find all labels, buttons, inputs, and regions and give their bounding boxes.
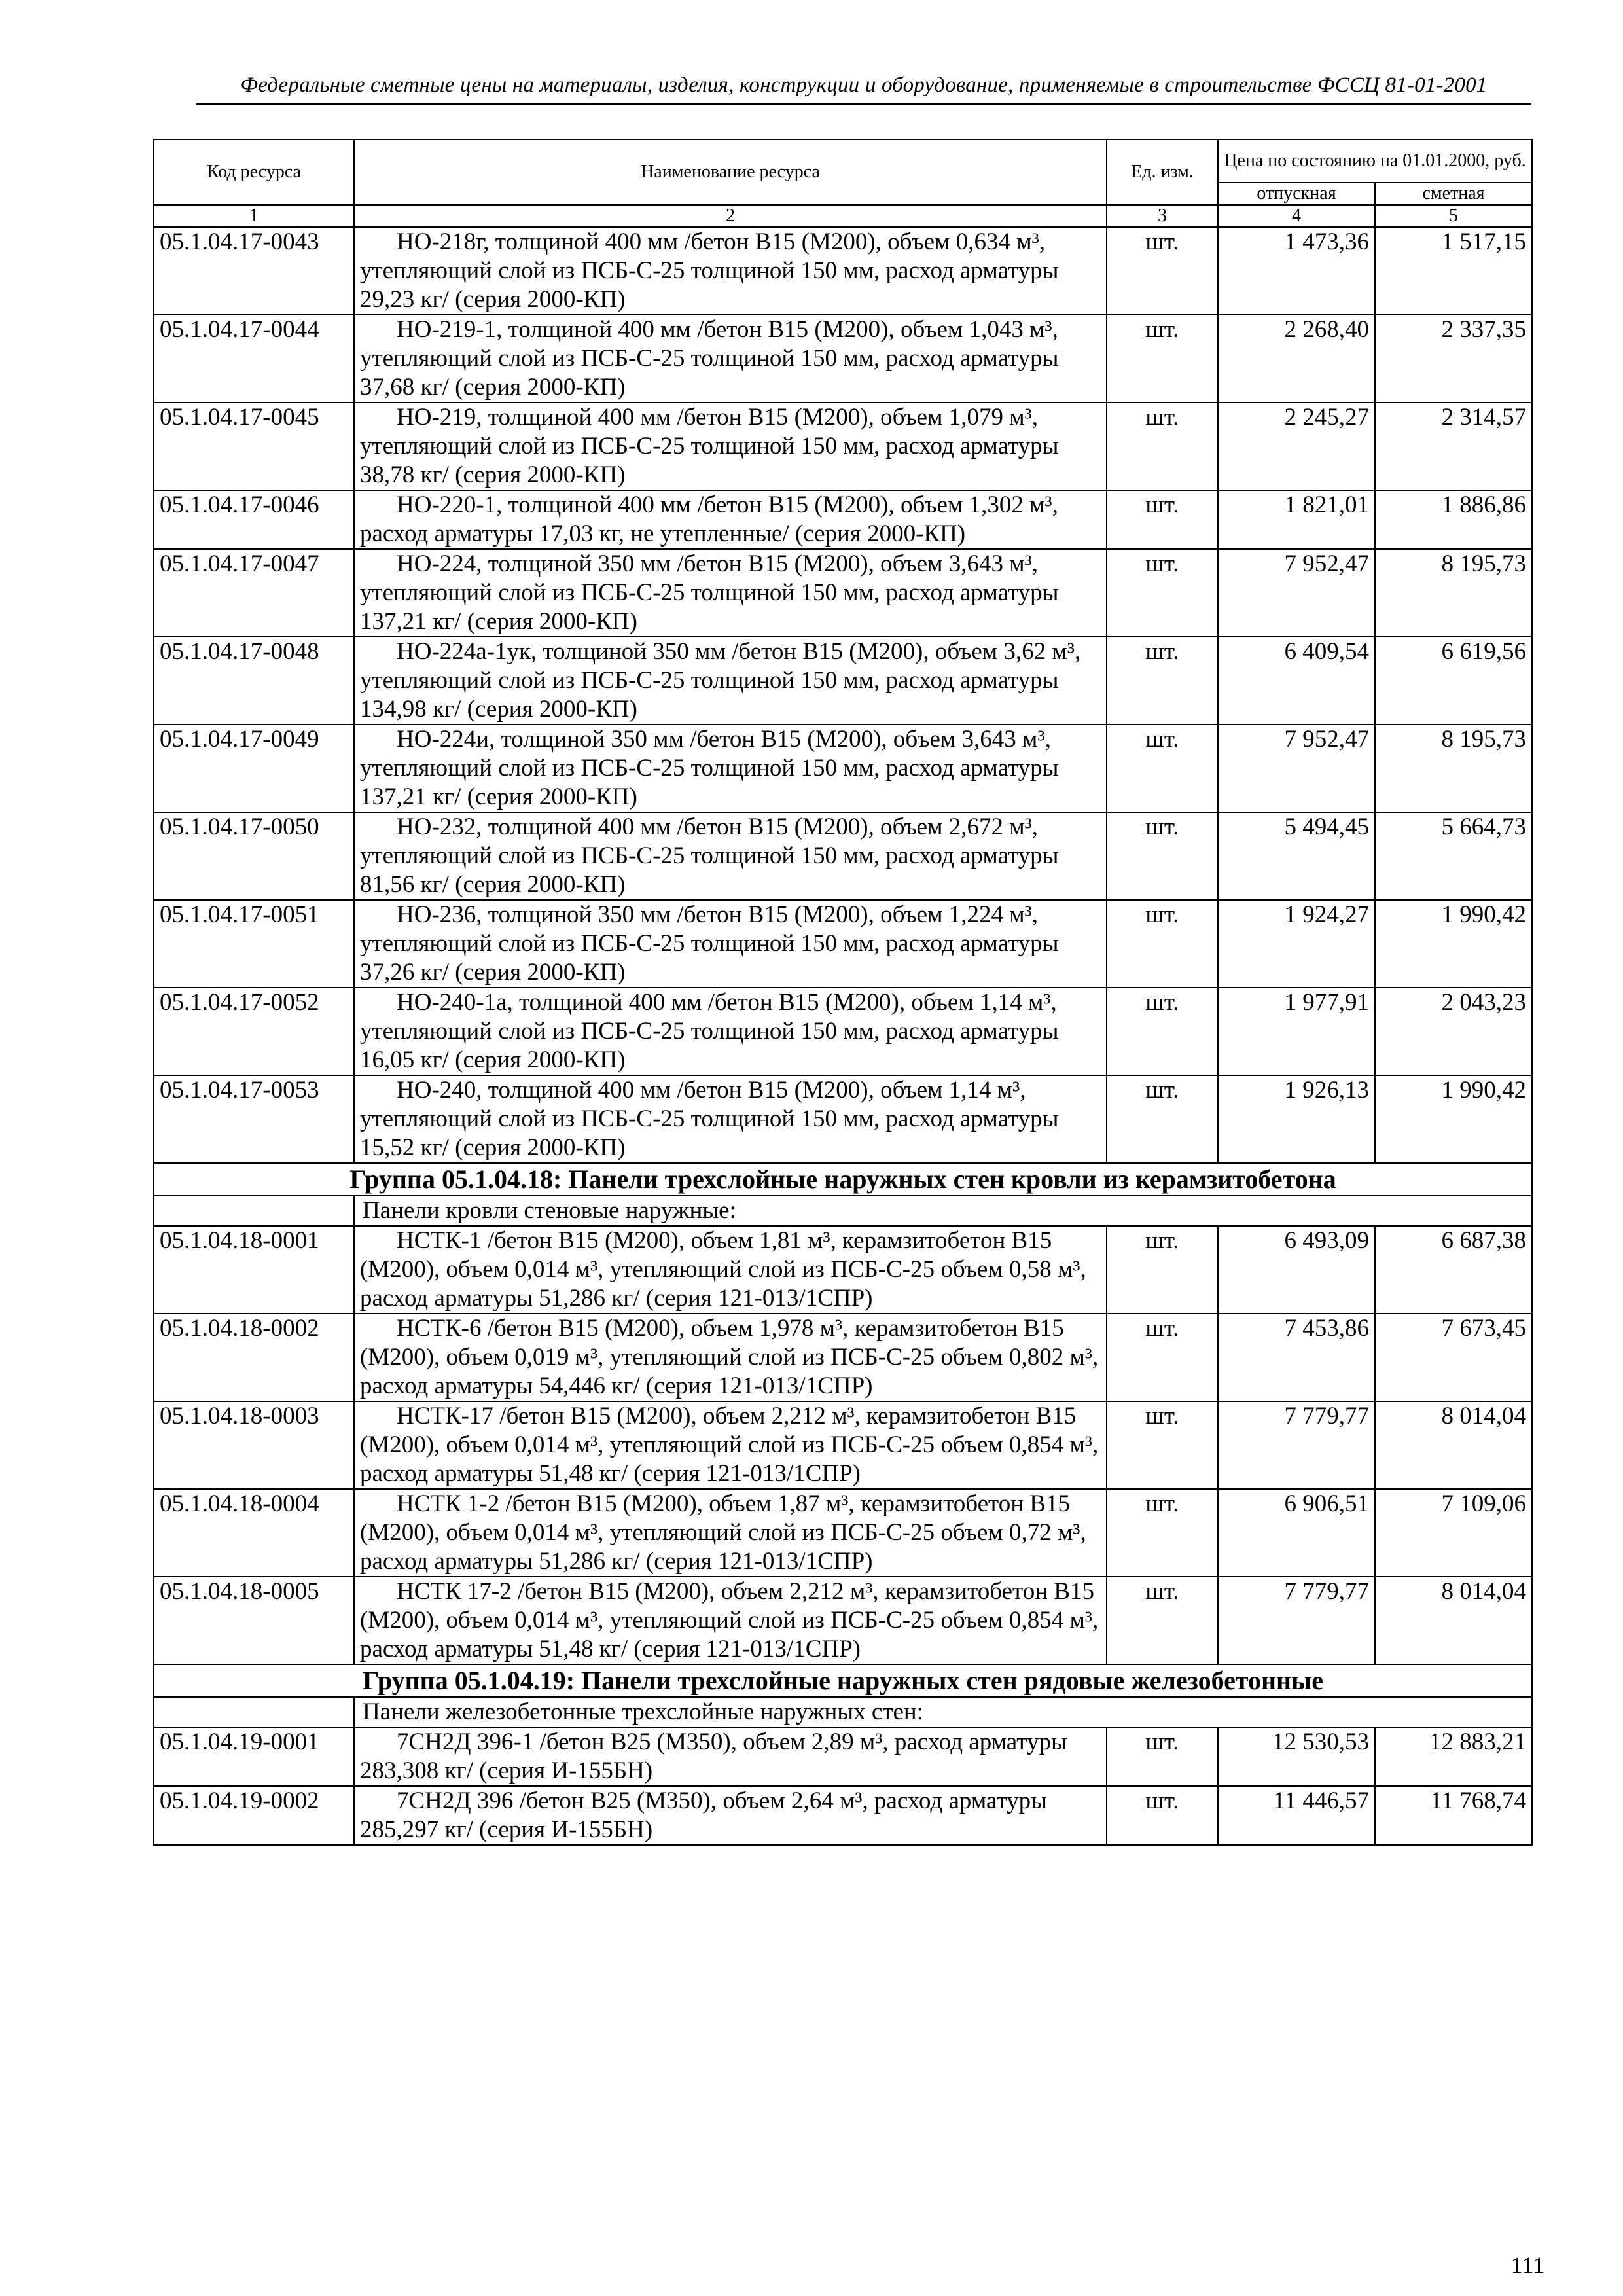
col-number: 2 [354,205,1107,227]
resource-name: НО-218г, толщиной 400 мм /бетон В15 (М200), объем 0,634 м³, утепляющий слой из ПСБ-С-25 толщиной 150 мм, расход арматуры 29,23 кг/ (серия 2000-КП) [354,227,1107,315]
resource-name: НСТК 1-2 /бетон В15 (М200), объем 1,87 м³, керамзитобетон В15 (М200), объем 0,014 м³, утепляющий слой из ПСБ-С-25 объем 0,72 м³, расход арматуры 51,286 кг/ (серия 121-013/1СПР) [354,1489,1107,1577]
subgroup-title: Панели кровли стеновые наружные: [354,1196,1532,1226]
resource-code: 05.1.04.18-0003 [154,1401,354,1489]
estimate-price: 1 990,42 [1375,1075,1532,1163]
resource-code: 05.1.04.17-0044 [154,315,354,403]
table-row [154,1577,1532,1664]
group-header-19 [154,1664,1532,1727]
unit: шт. [1107,227,1218,315]
release-price: 5 494,45 [1218,812,1375,900]
resource-name: НСТК-1 /бетон В15 (М200), объем 1,81 м³, керамзитобетон В15 (М200), объем 0,014 м³, утепляющий слой из ПСБ-С-25 объем 0,58 м³, расход арматуры 51,286 кг/ (серия 121-013/1СПР) [354,1226,1107,1314]
resource-code: 05.1.04.17-0052 [154,988,354,1075]
col-header-estimate: сметная [1375,183,1532,205]
estimate-price: 12 883,21 [1375,1727,1532,1786]
col-header-unit: Ед. изм. [1107,139,1218,205]
resource-code: 05.1.04.17-0047 [154,549,354,637]
col-header-code: Код ресурса [154,139,354,205]
release-price: 1 977,91 [1218,988,1375,1075]
estimate-price: 1 886,86 [1375,490,1532,549]
resource-name: 7СН2Д 396-1 /бетон В25 (М350), объем 2,89 м³, расход арматуры 283,308 кг/ (серия И-155БН) [354,1727,1107,1786]
resource-name: НО-224и, толщиной 350 мм /бетон В15 (М200), объем 3,643 м³, утепляющий слой из ПСБ-С-25 толщиной 150 мм, расход арматуры 137,21 кг/ (серия 2000-КП) [354,725,1107,812]
release-price: 12 530,53 [1218,1727,1375,1786]
resource-name: НСТК-6 /бетон В15 (М200), объем 1,978 м³, керамзитобетон В15 (М200), объем 0,019 м³, утепляющий слой из ПСБ-С-25 объем 0,802 м³, расход арматуры 54,446 кг/ (серия 121-013/1СПР) [354,1314,1107,1401]
resource-code: 05.1.04.17-0049 [154,725,354,812]
release-price: 6 906,51 [1218,1489,1375,1577]
estimate-price: 6 619,56 [1375,637,1532,725]
unit: шт. [1107,490,1218,549]
running-header: Федеральные сметные цены на материалы, изделия, конструкции и оборудование, применяемые в строительстве ФССЦ 81-01-2001 [240,73,1488,97]
table-row [154,725,1532,812]
resource-code: 05.1.04.17-0048 [154,637,354,725]
col-number: 3 [1107,205,1218,227]
unit: шт. [1107,812,1218,900]
estimate-price: 8 014,04 [1375,1401,1532,1489]
table-row [154,812,1532,900]
estimate-price: 6 687,38 [1375,1226,1532,1314]
resource-name: НСТК-17 /бетон В15 (М200), объем 2,212 м³, керамзитобетон В15 (М200), объем 0,014 м³, утепляющий слой из ПСБ-С-25 объем 0,854 м³, расход арматуры 51,48 кг/ (серия 121-013/1СПР) [354,1401,1107,1489]
unit: шт. [1107,637,1218,725]
resource-name: НО-224а-1ук, толщиной 350 мм /бетон В15 (М200), объем 3,62 м³, утепляющий слой из ПСБ-С-25 толщиной 150 мм, расход арматуры 134,98 кг/ (серия 2000-КП) [354,637,1107,725]
release-price: 2 245,27 [1218,403,1375,490]
resource-name: НО-219, толщиной 400 мм /бетон В15 (М200), объем 1,079 м³, утепляющий слой из ПСБ-С-25 толщиной 150 мм, расход арматуры 38,78 кг/ (серия 2000-КП) [354,403,1107,490]
page-number: 111 [1510,2252,1544,2278]
resource-code: 05.1.04.17-0046 [154,490,354,549]
col-number: 4 [1218,205,1375,227]
group-title: Группа 05.1.04.18: Панели трехслойные наружных стен кровли из керамзитобетона [154,1163,1532,1196]
release-price: 1 821,01 [1218,490,1375,549]
estimate-price: 2 337,35 [1375,315,1532,403]
release-price: 7 952,47 [1218,549,1375,637]
estimate-price: 1 517,15 [1375,227,1532,315]
resource-code: 05.1.04.18-0004 [154,1489,354,1577]
unit: шт. [1107,1075,1218,1163]
resource-name: НСТК 17-2 /бетон В15 (М200), объем 2,212 м³, керамзитобетон В15 (М200), объем 0,014 м³, утепляющий слой из ПСБ-С-25 объем 0,854 м³, расход арматуры 51,48 кг/ (серия 121-013/1СПР) [354,1577,1107,1664]
release-price: 1 473,36 [1218,227,1375,315]
unit: шт. [1107,1786,1218,1845]
unit: шт. [1107,1401,1218,1489]
release-price: 7 952,47 [1218,725,1375,812]
release-price: 6 409,54 [1218,637,1375,725]
table-row [154,1314,1532,1401]
unit: шт. [1107,988,1218,1075]
estimate-price: 8 014,04 [1375,1577,1532,1664]
unit: шт. [1107,1489,1218,1577]
estimate-price: 11 768,74 [1375,1786,1532,1845]
release-price: 11 446,57 [1218,1786,1375,1845]
resource-code: 05.1.04.19-0002 [154,1786,354,1845]
resource-name: НО-236, толщиной 350 мм /бетон В15 (М200), объем 1,224 м³, утепляющий слой из ПСБ-С-25 толщиной 150 мм, расход арматуры 37,26 кг/ (серия 2000-КП) [354,900,1107,988]
table-row [154,227,1532,315]
estimate-price: 1 990,42 [1375,900,1532,988]
estimate-price: 2 043,23 [1375,988,1532,1075]
table-row [154,1401,1532,1489]
group-title: Группа 05.1.04.19: Панели трехслойные наружных стен рядовые железобетонные [154,1664,1532,1697]
table-row [154,637,1532,725]
resource-code: 05.1.04.17-0053 [154,1075,354,1163]
unit: шт. [1107,900,1218,988]
unit: шт. [1107,725,1218,812]
release-price: 6 493,09 [1218,1226,1375,1314]
release-price: 7 779,77 [1218,1577,1375,1664]
table-row [154,1489,1532,1577]
estimate-price: 2 314,57 [1375,403,1532,490]
resource-name: НО-232, толщиной 400 мм /бетон В15 (М200), объем 2,672 м³, утепляющий слой из ПСБ-С-25 толщиной 150 мм, расход арматуры 81,56 кг/ (серия 2000-КП) [354,812,1107,900]
release-price: 1 926,13 [1218,1075,1375,1163]
resource-code: 05.1.04.18-0005 [154,1577,354,1664]
resource-name: НО-224, толщиной 350 мм /бетон В15 (М200), объем 3,643 м³, утепляющий слой из ПСБ-С-25 толщиной 150 мм, расход арматуры 137,21 кг/ (серия 2000-КП) [354,549,1107,637]
resource-name: НО-220-1, толщиной 400 мм /бетон В15 (М200), объем 1,302 м³, расход арматуры 17,03 кг, не утепленные/ (серия 2000-КП) [354,490,1107,549]
release-price: 7 779,77 [1218,1401,1375,1489]
unit: шт. [1107,1577,1218,1664]
unit: шт. [1107,1314,1218,1401]
resource-name: 7СН2Д 396 /бетон В25 (М350), объем 2,64 м³, расход арматуры 285,297 кг/ (серия И-155БН) [354,1786,1107,1845]
resource-code: 05.1.04.17-0043 [154,227,354,315]
resource-name: НО-240-1а, толщиной 400 мм /бетон В15 (М200), объем 1,14 м³, утепляющий слой из ПСБ-С-25 толщиной 150 мм, расход арматуры 16,05 кг/ (серия 2000-КП) [354,988,1107,1075]
estimate-price: 8 195,73 [1375,549,1532,637]
resource-code: 05.1.04.17-0051 [154,900,354,988]
col-header-release: отпускная [1218,183,1375,205]
table-row [154,1075,1532,1163]
estimate-price: 7 673,45 [1375,1314,1532,1401]
release-price: 1 924,27 [1218,900,1375,988]
table-row [154,403,1532,490]
unit: шт. [1107,549,1218,637]
table-row [154,549,1532,637]
table-body-group-19 [154,1727,1532,1845]
table-body-group-17 [154,227,1532,1163]
resource-code: 05.1.04.18-0001 [154,1226,354,1314]
resource-code: 05.1.04.17-0045 [154,403,354,490]
table-header [154,139,1532,227]
unit: шт. [1107,403,1218,490]
col-number: 1 [154,205,354,227]
col-header-name: Наименование ресурса [354,139,1107,205]
table-row [154,988,1532,1075]
price-table [153,139,1533,1846]
table-row [154,1226,1532,1314]
table-row [154,1727,1532,1786]
header-rule [196,103,1531,105]
unit: шт. [1107,1727,1218,1786]
resource-code: 05.1.04.18-0002 [154,1314,354,1401]
resource-code: 05.1.04.17-0050 [154,812,354,900]
estimate-price: 8 195,73 [1375,725,1532,812]
release-price: 2 268,40 [1218,315,1375,403]
table-row [154,490,1532,549]
unit: шт. [1107,315,1218,403]
unit: шт. [1107,1226,1218,1314]
group-header-18 [154,1163,1532,1226]
table-row [154,315,1532,403]
resource-name: НО-219-1, толщиной 400 мм /бетон В15 (М200), объем 1,043 м³, утепляющий слой из ПСБ-С-25 толщиной 150 мм, расход арматуры 37,68 кг/ (серия 2000-КП) [354,315,1107,403]
col-number: 5 [1375,205,1532,227]
table-body-group-18 [154,1226,1532,1664]
resource-name: НО-240, толщиной 400 мм /бетон В15 (М200), объем 1,14 м³, утепляющий слой из ПСБ-С-25 толщиной 150 мм, расход арматуры 15,52 кг/ (серия 2000-КП) [354,1075,1107,1163]
estimate-price: 7 109,06 [1375,1489,1532,1577]
release-price: 7 453,86 [1218,1314,1375,1401]
subgroup-title: Панели железобетонные трехслойные наружных стен: [354,1697,1532,1727]
resource-code: 05.1.04.19-0001 [154,1727,354,1786]
estimate-price: 5 664,73 [1375,812,1532,900]
table-row [154,900,1532,988]
col-header-price-group: Цена по состоянию на 01.01.2000, руб. [1218,139,1532,183]
table-row [154,1786,1532,1845]
